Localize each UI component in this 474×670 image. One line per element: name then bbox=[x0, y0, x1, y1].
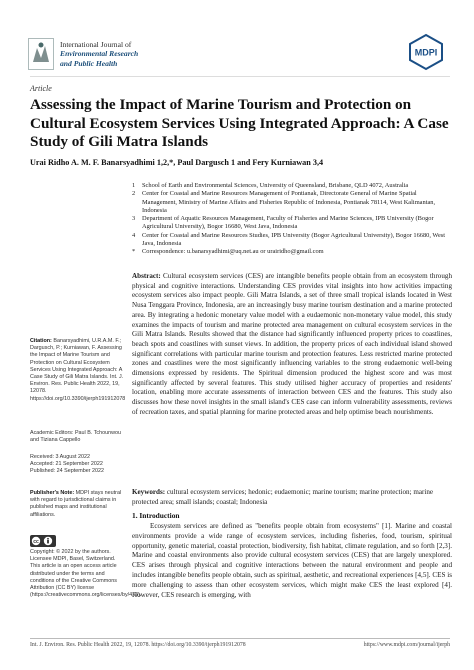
affiliation-item bbox=[132, 232, 452, 249]
keywords-label: Keywords: bbox=[132, 488, 166, 496]
mdpi-logo-icon bbox=[404, 32, 448, 72]
publisher-note bbox=[30, 490, 124, 519]
journal-logo-icon bbox=[28, 38, 54, 70]
publisher-note-text: MDPI stays neutral with regard to jurisdictional claims in published maps and institutional affiliations. bbox=[30, 490, 122, 518]
footer-divider bbox=[30, 638, 450, 639]
journal-line-1: International Journal of bbox=[60, 40, 132, 49]
intro-paragraph: Ecosystem services are defined as "benefits people obtain from ecosystems" [1]. Marine and coastal environments provide a wide range of ecosystem services, including fisheries, food, tourism, spiritual opportunity, genetic material, coastal protection, biodiversity, fish habitat, climate regulation, and so forth [2,3]. Marine and coastal environments also provide cultural ecosystem services (CES) that are largely unexplored. CES arises through physical and cognitive interactions between the natural environment and people and includes intangible benefits people obtain, such as spiritual, aesthetic, and recreational experiences [4,5]. CES is more challenging to assess than other ecosystem services, which might make CES the least explored [4]. However, CES research is emerging, with bbox=[132, 522, 452, 599]
affiliation-text: Correspondence: u.banarsyadhimi@uq.net.au or urairidho@gmail.com bbox=[142, 248, 324, 256]
journal-link[interactable]: https://www.mdpi.com/journal/ijerph bbox=[363, 642, 450, 648]
accepted-date: Accepted: 21 September 2022 bbox=[30, 461, 103, 468]
affiliation-text: Department of Aquatic Resources Management, Faculty of Fisheries and Marine Sciences, IPB University (Bogor Agricultural University), Bogor 16680, West Java, Indonesia bbox=[142, 215, 434, 231]
affiliation-number: 1 bbox=[132, 182, 136, 189]
affiliation-item bbox=[132, 248, 452, 256]
journal-title bbox=[60, 40, 138, 68]
citation-label: Citation: bbox=[30, 338, 52, 344]
paper-title: Assessing the Impact of Marine Tourism and Protection on Cultural Ecosystem Services Using Integrated Approach: A Case Study of Gili Matra Islands bbox=[30, 96, 449, 150]
cc-license-icon[interactable] bbox=[30, 532, 56, 544]
publisher-note-label: Publisher's Note: bbox=[30, 490, 75, 496]
affiliation-item bbox=[132, 182, 452, 190]
license-text: Copyright: © 2022 by the authors. Licensee MDPI, Basel, Switzerland. This article is an open access article distributed under the terms and conditions of the Creative Commons Attribution (CC BY) license (https://creativecommons.org/licenses/by/4.0/). bbox=[30, 549, 142, 599]
affiliation-number: 3 bbox=[132, 215, 136, 223]
editors-block bbox=[30, 430, 124, 444]
affiliation-text: School of Earth and Environmental Sciences, University of Queensland, Brisbane, QLD 4072, Australia bbox=[142, 182, 409, 189]
affiliation-number: 2 bbox=[132, 190, 136, 198]
introduction-text bbox=[132, 522, 452, 600]
page-footer bbox=[30, 642, 450, 648]
abstract bbox=[132, 272, 452, 418]
editors-text: Paul B. Tchounwou and Tiziana Cappello bbox=[30, 430, 122, 444]
citation-text: Banarsyadhimi, U.R.A.M. F.; Dargusch, P.; Kurniawan, F. Assessing the Impact of Marine Tourism and Protection on Cultural Ecosystem Services Using Integrated Approach: A Case Study of Gili Matra Islands. Int. J. Environ. Res. Public Health 2022, 19, 12078. https://doi.org/10.3390/ijerph191912078 bbox=[30, 338, 126, 402]
svg-text:MDPI: MDPI bbox=[414, 47, 438, 58]
copyright-block bbox=[30, 549, 142, 599]
editors-label: Academic Editors: bbox=[30, 430, 74, 436]
journal-line-3: and Public Health bbox=[60, 58, 118, 68]
authors: Urai Ridho A. M. F. Banarsyadhimi 1,2,*, Paul Dargusch 1 and Fery Kurniawan 3,4 bbox=[30, 158, 324, 167]
affiliation-item bbox=[132, 190, 452, 215]
header-divider bbox=[30, 76, 450, 77]
affiliations bbox=[132, 182, 452, 257]
affiliation-number: * bbox=[132, 248, 136, 256]
affiliation-item bbox=[132, 215, 452, 232]
received-date: Received: 3 August 2022 bbox=[30, 454, 90, 460]
article-type: Article bbox=[30, 84, 52, 93]
svg-text:cc: cc bbox=[33, 539, 39, 545]
affiliation-text: Center for Coastal and Marine Resources Management of Pontianak, Directorate General of Marine Spatial Management, Ministry of Marine Affairs and Fisheries Republic of Indonesia, Pontianak 78114, West Kalimantan, Indonesia bbox=[142, 190, 436, 214]
footer-citation: Int. J. Environ. Res. Public Health 2022, 19, 12078. https://doi.org/10.3390/ijerph191912078 bbox=[30, 642, 246, 648]
keywords bbox=[132, 488, 452, 507]
section-heading: 1. Introduction bbox=[132, 511, 180, 520]
affiliation-text: Center for Coastal and Marine Resources Studies, IPB University (Bogor Agricultural University), Bogor 16680, West Java, Indonesia bbox=[142, 231, 446, 248]
published-date: Published: 24 September 2022 bbox=[30, 468, 105, 475]
abstract-label: Abstract: bbox=[132, 272, 161, 280]
abstract-text: Cultural ecosystem services (CES) are intangible benefits people obtain from an ecosystem through physical and cognitive interactions. Understanding CES provides vital insights into how activities impacting ecosystem services also impact people. Gili Matra Islands, a set of three small tropical islands located in West Nusa Tenggara Province, Indonesia, are an increasingly busy marine tourism destination and a marine protected area. By integrating a hedonic monetary value model with a eudaemonic non-monetary value model, this study examines the impacts of tourism and marine protected area management on cultural ecosystem services in the Gili Matra Islands. Results showed that the distance had significantly influenced property prices to coastlines, beach spots and coastlines with sunset views. In addition, the property prices of each individual island showed significant correlations with particular marine tourism and protection features. Less restricted marine protected zones and coastlines were the most significantly influencing variables to the strong eudaemonic well-being dimensions expressed by residents. The Spiritual dimension produced the highest score and was most significantly affected by several features. This study utilised higher accuracy of properties and residents' location, enabling more accurate assessments of interaction between CES and the features. This study also discusses how these novel insights in the small island's CES case can inform vulnerability assessments, reviews of recreation taxes, and spatial planning for marine protected areas and help optimise beach nourishments. bbox=[132, 272, 452, 416]
journal-line-2: Environmental Research bbox=[60, 49, 139, 59]
citation-block bbox=[30, 338, 124, 403]
dates-block bbox=[30, 454, 124, 476]
affiliation-number: 4 bbox=[132, 231, 136, 239]
keywords-text: cultural ecosystem services; hedonic; eudaemonic; marine tourism; marine protection; marine protected area; small islands; coastal; Indonesia bbox=[132, 488, 434, 506]
